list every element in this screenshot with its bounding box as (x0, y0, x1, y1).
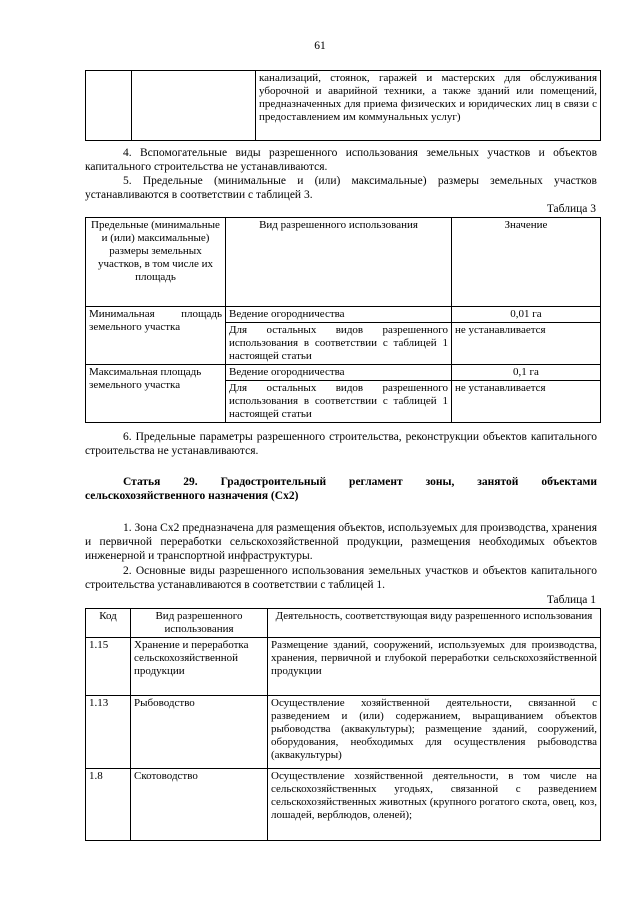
table3-cell-use: Для остальных видов разрешенного использования в соответствии с таблицей 1 настоящей статьи (226, 323, 452, 365)
table3-group-max: Максимальная площадь земельного участка (86, 365, 226, 423)
table3-caption: Таблица 3 (546, 203, 596, 215)
table3-cell-use: Для остальных видов разрешенного использования в соответствии с таблицей 1 настоящей статьи (226, 381, 452, 423)
article-paragraph-1: 1. Зона Сх2 предназначена для размещения объектов, используемых для производства, хранения и первичной переработки сельскохозяйственной продукции, размещения необходимых объектов инженерной и транспортной инфраструктуры. (85, 522, 598, 562)
page-number: 61 (314, 40, 326, 52)
table3-cell-value: не устанавливается (452, 381, 601, 423)
table3-cell-value: 0,1 га (452, 365, 601, 381)
table3-cell-use: Ведение огородничества (226, 365, 452, 381)
table3-cell-use: Ведение огородничества (226, 307, 452, 323)
paragraph-6: 6. Предельные параметры разрешенного строительства, реконструкции объектов капитального строительства не устанавливаются. (85, 431, 597, 457)
table3-header-size: Предельные (минимальные и (или) максимальные) размеры земельных участков, в том числе их площадь (86, 218, 226, 307)
article-paragraph-2: 2. Основные виды разрешенного использования земельных участков и объектов капитального строительства устанавливаются в соответствии с таблицей 1. (85, 565, 597, 591)
paragraph-5: 5. Предельные (минимальные и (или) максимальные) размеры земельных участков устанавливаются в соответствии с таблицей 3. (85, 175, 597, 201)
table1-caption: Таблица 1 (546, 594, 596, 606)
article-heading: Статья 29. Градостроительный регламент зоны, занятой объектами сельскохозяйственного назначения (Сх2) (85, 476, 597, 502)
table1-header-activity: Деятельность, соответствующая виду разрешенного использования (268, 609, 601, 638)
continuation-cell-text: канализаций, стоянок, гаражей и мастерских для обслуживания уборочной и аварийной техники, а также зданий или помещений, предназначенных для приема физических и юридических лиц в связи с предоставлением им коммунальных услуг) (256, 71, 601, 141)
table1-cell-kind: Хранение и переработка сельскохозяйственной продукции (131, 638, 268, 696)
paragraph-4: 4. Вспомогательные виды разрешенного использования земельных участков и объектов капитального строительства не устанавливаются. (85, 147, 597, 173)
table1-cell-code: 1.8 (86, 769, 131, 841)
table1-cell-activity: Размещение зданий, сооружений, используемых для производства, хранения, первичной и глубокой переработки сельскохозяйственной продукции (268, 638, 601, 696)
table1-cell-code: 1.15 (86, 638, 131, 696)
table-1 (85, 608, 601, 841)
table1-cell-kind: Рыбоводство (131, 696, 268, 769)
table3-cell-value: не устанавливается (452, 323, 601, 365)
table3-group-min: Минимальная площадь земельного участка (86, 307, 226, 365)
continuation-cell-empty (132, 71, 256, 141)
table1-cell-activity: Осуществление хозяйственной деятельности, связанной с разведением и (или) содержанием, выращиванием объектов рыбоводства (аквакультуры); размещение зданий, сооружений, оборудования, необходимых для осуществления рыбоводства (аквакультуры) (268, 696, 601, 769)
table1-header-kind: Вид разрешенного использования (131, 609, 268, 638)
table1-header-code: Код (86, 609, 131, 638)
continuation-table (85, 70, 601, 141)
table3-header-value: Значение (452, 218, 601, 307)
table1-cell-activity: Осуществление хозяйственной деятельности, в том числе на сельскохозяйственных угодьях, связанной с разведением сельскохозяйственных животных (крупного рогатого скота, овец, коз, лошадей, верблюдов, оленей); (268, 769, 601, 841)
table1-cell-kind: Скотоводство (131, 769, 268, 841)
continuation-cell-empty (86, 71, 132, 141)
table-3 (85, 217, 601, 423)
table3-header-use: Вид разрешенного использования (226, 218, 452, 307)
table3-cell-value: 0,01 га (452, 307, 601, 323)
table1-cell-code: 1.13 (86, 696, 131, 769)
